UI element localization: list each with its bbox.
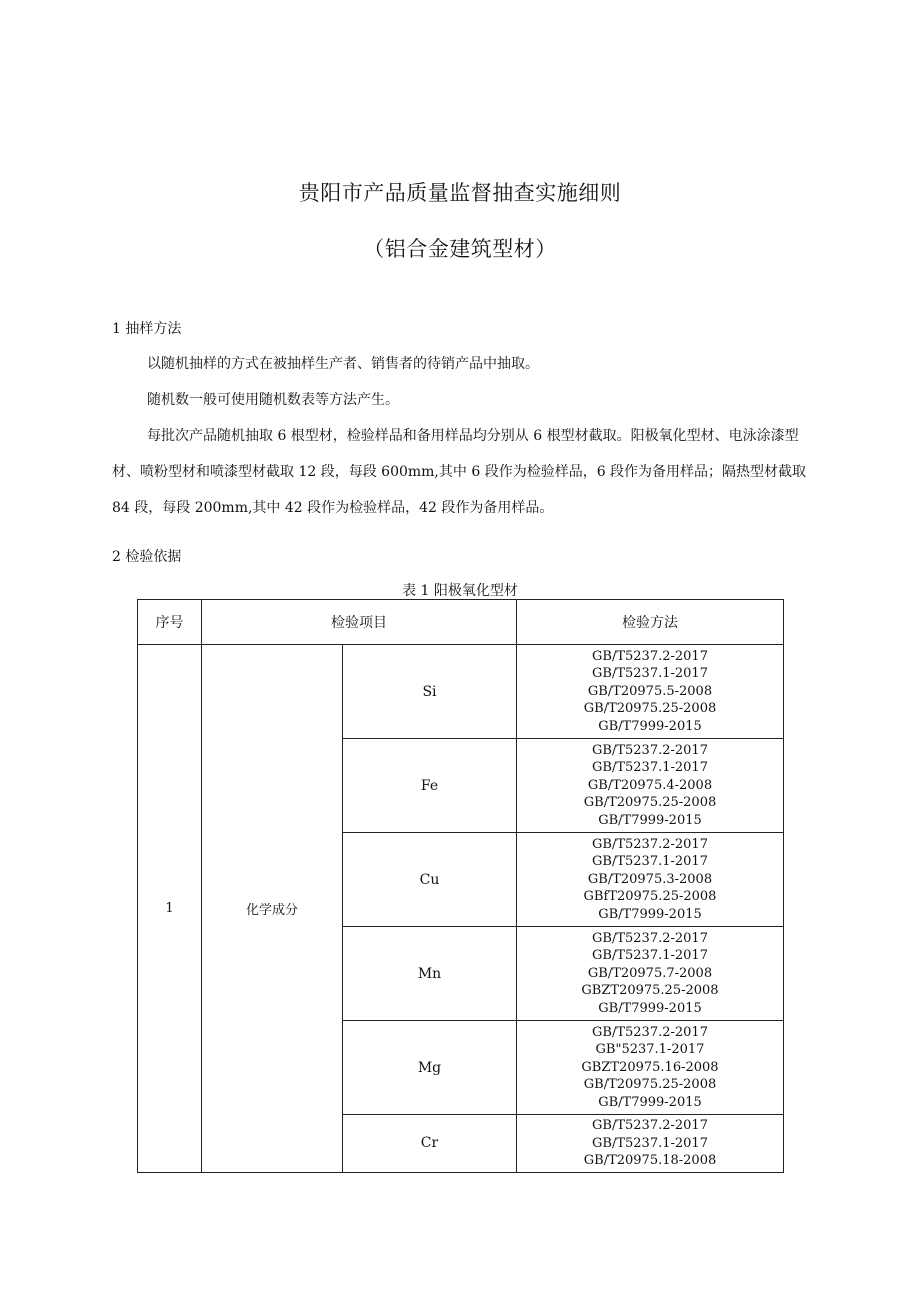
method-line: GB/T7999-2015 [598,1000,702,1016]
method-line: GB/T20975.25-2008 [583,1077,717,1093]
element-cell: Mn [343,927,517,1021]
methods-cell [517,739,784,833]
header-method: 检验方法 [517,600,784,645]
method-line: GB/T20975.25-2008 [583,701,717,717]
header-no: 序号 [138,600,202,645]
methods-cell [517,1021,784,1115]
method-line: GB/T5237.1-2017 [592,1135,708,1151]
inspection-table [137,599,784,1173]
document-title: 贵阳市产品质量监督抽查实施细则 [298,181,622,205]
methods-cell [517,645,784,739]
method-line: GB/T20975.7-2008 [587,965,713,981]
method-line: GB/T5237.1-2017 [592,666,708,682]
group-no: 1 [138,645,202,1173]
methods-cell [517,833,784,927]
methods-cell [517,1115,784,1173]
paragraph: 随机数一般可使用随机数表等方法产生。 [147,392,399,408]
method-line: GB/T5237.2-2017 [592,1118,708,1133]
method-line: GB/T5237.1-2017 [592,760,708,776]
method-line: GB/T20975.3-2008 [587,871,713,887]
method-line: GBZT20975.16-2008 [581,1059,719,1075]
paragraph: 以随机抽样的方式在被抽样生产者、销售者的待销产品中抽取。 [147,356,539,372]
table-caption: 表 1 阳极氧化型材 [402,583,518,599]
method-line: GB/T7999-2015 [598,718,702,734]
method-line: GB/T7999-2015 [598,1094,702,1110]
method-line: GB/T20975.4-2008 [587,777,713,793]
group-item: 化学成分 [202,645,343,1173]
table-header-row [138,600,784,645]
method-line: GB/T7999-2015 [598,906,702,922]
section-1-heading: 1 抽样方法 [112,321,182,337]
method-line: GB"5237.1-2017 [595,1042,705,1058]
paragraph: 每批次产品随机抽取 6 根型材，检验样品和备用样品均分别从 6 根型材截取。阳极氧化型材、电泳涂漆型材、喷粉型材和喷漆型材截取 12 段，每段 600mm,其中 6 段作为检验样品，6 段作为备用样品；隔热型材截取 84 段，每段 200mm,其中 42 段作为检验样品，42 段作为备用样品。 [112,428,807,516]
method-line: GB/T5237.1-2017 [592,854,708,870]
method-line: GB/T5237.2-2017 [592,742,708,758]
method-line: GB/T5237.2-2017 [592,648,708,664]
method-line: GB/T5237.2-2017 [592,836,708,852]
method-line: GB/T5237.2-2017 [592,930,708,946]
element-cell: Cu [343,833,517,927]
header-item: 检验项目 [202,600,517,645]
table-row [138,645,784,739]
element-cell: Mg [343,1021,517,1115]
method-line: GB/T7999-2015 [598,812,702,828]
element-cell: Cr [343,1115,517,1173]
method-line: GB/T20975.25-2008 [583,795,717,811]
method-line: GB/T20975.5-2008 [587,683,713,699]
element-cell: Fe [343,739,517,833]
method-line: GBZT20975.25-2008 [581,983,719,999]
methods-cell [517,927,784,1021]
section-1-body [112,346,812,526]
element-cell: Si [343,645,517,739]
method-line: GBfT20975.25-2008 [583,889,717,905]
method-line: GB/T5237.1-2017 [592,948,708,964]
section-2-heading: 2 检验依据 [112,549,182,565]
method-line: GB/T5237.2-2017 [592,1024,708,1040]
document-subtitle: （铝合金建筑型材） [363,237,557,261]
method-line: GB/T20975.18-2008 [583,1153,717,1169]
